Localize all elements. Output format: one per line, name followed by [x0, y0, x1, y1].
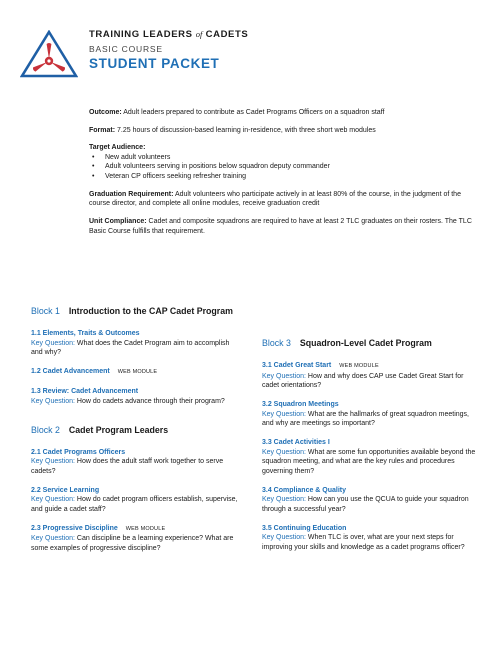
lesson-title: 1.1 Elements, Traits & Outcomes: [31, 330, 140, 337]
lesson-title: 2.1 Cadet Programs Officers: [31, 448, 126, 456]
right-column: [262, 338, 477, 562]
packet-title: STUDENT PACKET: [89, 56, 220, 71]
outcome: Outcome: Adult leaders prepared to contribute as Cadet Programs Officers on a squadron staff: [89, 109, 385, 116]
unit-compliance: Unit Compliance: Cadet and composite squadrons are required to have at least 2 TLC graduates on their rosters. The TLC Basic Course fulfills that requirement.: [89, 218, 472, 235]
key-question: Key Question: What does the Cadet Program aim to accomplish and why?: [31, 339, 230, 356]
key-question: Key Question: How do cadet program officers establish, supervise, and guide a cadet staff?: [31, 496, 238, 513]
lesson-item: [262, 361, 477, 391]
key-question: Key Question: When TLC is over, what are your next steps for improving your skills and knowledge as a cadet programs officer?: [262, 534, 465, 551]
graduation-requirement: Graduation Requirement: Adult volunteers who participate actively in at least 80% of the course, in the judgment of the course director, and complete all online modules, receive graduation credit: [89, 190, 461, 207]
lesson-title: 3.3 Cadet Activities I: [262, 439, 330, 446]
lesson-item: [31, 524, 243, 554]
list-item: • New adult volunteers: [92, 153, 171, 161]
web-module-tag: WEB MODULE: [125, 525, 166, 532]
lesson-title: 3.5 Continuing Education: [262, 524, 347, 532]
key-question: Key Question: Can discipline be a learning experience? What are some examples of progressive discipline?: [31, 535, 234, 552]
lesson-title: 1.3 Review: Cadet Advancement: [31, 388, 139, 395]
cap-logo: [20, 30, 78, 78]
lesson-item: [262, 486, 477, 515]
lesson-title: 1.2 Cadet Advancement WEB MODULE: [31, 368, 158, 375]
lesson-title: 3.4 Compliance & Quality: [262, 486, 347, 494]
key-question: Key Question: What are the hallmarks of great squadron meetings, and why are meetings so important?: [262, 410, 470, 427]
lesson-item: [262, 438, 477, 476]
key-question: Key Question: How can you use the QCUA to guide your squadron through a successful year?: [262, 496, 469, 513]
block-heading: Block 1 Introduction to the CAP Cadet Program: [31, 306, 233, 316]
format: Format: 7.25 hours of discussion-based learning in-residence, with three short web modules: [89, 126, 376, 134]
key-question: Key Question: How and why does CAP use Cadet Great Start for cadet orientations?: [262, 372, 464, 389]
lesson-title: 2.2 Service Learning: [31, 486, 100, 494]
course-subtitle: BASIC COURSE: [89, 44, 163, 54]
key-question: Key Question: What are some fun opportunities available beyond the squadron meeting, and what are the key rules and procedures governing them?: [262, 448, 476, 475]
target-audience-list: [89, 153, 479, 182]
list-item: • Veteran CP officers seeking refresher training: [92, 172, 246, 180]
lesson-title: 3.2 Squadron Meetings: [262, 401, 339, 408]
target-audience-label: Target Audience:: [89, 144, 146, 151]
left-column: [31, 306, 243, 563]
block-heading: Block 2 Cadet Program Leaders: [31, 424, 169, 435]
lesson-item: [31, 387, 243, 406]
course-title: TRAINING LEADERS of CADETS: [89, 29, 249, 40]
lesson-item: [31, 486, 243, 515]
key-question: Key Question: How does the adult staff work together to serve cadets?: [31, 458, 224, 475]
block-heading: Block 3 Squadron-Level Cadet Program: [262, 338, 432, 348]
lesson-item: [262, 524, 477, 553]
lesson-title: 2.3 Progressive Discipline WEB MODULE: [31, 524, 166, 532]
web-module-tag: WEB MODULE: [117, 369, 158, 375]
lesson-item: [31, 367, 243, 378]
lesson-item: [262, 400, 477, 429]
header: [89, 28, 248, 71]
key-question: Key Question: How do cadets advance through their program?: [31, 397, 225, 405]
lesson-item: [31, 448, 243, 477]
lesson-title: 3.1 Cadet Great Start WEB MODULE: [262, 362, 379, 369]
course-overview: [89, 108, 479, 236]
web-module-tag: WEB MODULE: [339, 363, 379, 369]
list-item: • Adult volunteers serving in positions below squadron deputy commander: [92, 163, 330, 170]
lesson-item: [31, 329, 243, 358]
